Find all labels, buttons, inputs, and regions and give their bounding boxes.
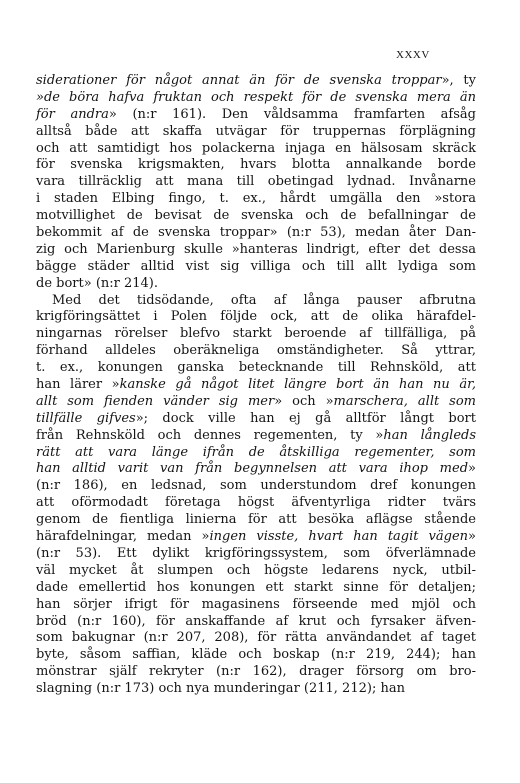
text-run: » — [468, 461, 476, 477]
text-line — [36, 191, 476, 208]
text-line — [36, 309, 476, 326]
body-text — [36, 73, 476, 698]
text-run: för svenska krigsmakten, hvars blotta annalkande borde — [36, 157, 476, 173]
text-run: » — [468, 529, 476, 545]
text-line — [36, 174, 476, 191]
text-run: dade emellertid hos konungen ett starkt sinne för detaljen; — [36, 579, 476, 595]
text-line — [36, 293, 476, 310]
text-run: (n:r 186), en ledsnad, som understundom dref konungen — [36, 478, 476, 494]
text-line — [36, 360, 476, 377]
text-run: ningarnas rörelser blefvo starkt beroende af tillfälliga, på — [36, 326, 476, 342]
text-line — [36, 343, 476, 360]
text-run: mönstrar själf rekryter (n:r 162), drager försorg om bro- — [36, 664, 476, 680]
italic-text: tillfälle gifves — [36, 410, 136, 426]
text-run: »; dock ville han ej gå alltför långt bort — [135, 410, 476, 426]
text-line — [36, 445, 476, 462]
text-line — [36, 428, 476, 445]
text-run: alltså både att skaffa utvägar för truppernas förplägning — [36, 123, 476, 139]
text-line — [36, 124, 476, 141]
text-run: att oförmodadt företaga högst äfventyrliga ridter tvärs — [36, 495, 476, 511]
italic-text: marschera, allt som — [333, 393, 476, 409]
text-run: han sörjer ifrigt för magasinens förseende med mjöl och — [36, 596, 476, 612]
text-line — [36, 512, 476, 529]
text-run: de bort» (n:r 214). — [36, 275, 159, 291]
text-line — [36, 377, 476, 394]
italic-text: han långleds — [383, 427, 477, 443]
text-line — [36, 664, 476, 681]
text-run: bröd (n:r 160), för anskaffande af krut och fyrsaker äfven- — [36, 613, 476, 629]
text-run: krigföringsättet i Polen följde ock, att de olika härafdel- — [36, 309, 476, 325]
text-run: väl mycket åt slumpen och högste ledarens nyck, utbil- — [36, 562, 476, 578]
text-run: genom de fientliga linierna för att besöka aflägse stående — [36, 512, 476, 528]
italic-text: för andra — [36, 106, 109, 122]
text-line — [36, 157, 476, 174]
text-line — [36, 411, 476, 428]
text-run: byte, såsom saffian, kläde och boskap (n:r 219, 244); han — [36, 647, 476, 663]
text-line — [36, 529, 476, 546]
text-line — [36, 276, 476, 293]
text-run: förhand alldeles oberäkneliga omständigheter. Så yttrar, — [36, 343, 476, 359]
text-line — [36, 242, 476, 259]
text-line — [36, 394, 476, 411]
text-run: slagning (n:r 173) och nya munderingar (211, 212); han — [36, 681, 405, 697]
text-run: zig och Marienburg skulle »hanteras lindrigt, efter det dessa — [36, 241, 476, 257]
italic-text: kanske gå något litet längre bort än han nu är, — [119, 377, 476, 393]
text-line — [36, 478, 476, 495]
text-run: motvillighet de bevisat de svenska och de befallningar de — [36, 208, 476, 224]
text-line — [36, 563, 476, 580]
italic-text: ingen visste, hvart han tagit vägen — [209, 529, 469, 545]
text-run: han lärer » — [36, 377, 120, 393]
italic-text: siderationer för något annat än för de svenska troppar — [36, 73, 442, 88]
text-run: », ty — [441, 73, 476, 88]
text-line — [36, 326, 476, 343]
text-line — [36, 141, 476, 158]
text-run: t. ex., konungen ganska betecknande till Rehnsköld, att — [36, 360, 476, 376]
text-line — [36, 614, 476, 631]
text-line — [36, 495, 476, 512]
text-run: » (n:r 161). Den våldsamma framfarten afsåg — [108, 106, 476, 122]
text-run: härafdelningar, medan » — [36, 529, 210, 545]
paragraph — [36, 293, 476, 698]
text-run: från Rehnsköld och dennes regementen, ty » — [36, 427, 384, 443]
text-line — [36, 647, 476, 664]
text-run: i staden Elbing fingo, t. ex., hårdt umgälla den »stora — [36, 191, 476, 207]
text-line — [36, 546, 476, 563]
italic-text: rätt att vara länge ifrån de åtskilliga regementer, som — [36, 444, 476, 460]
text-run: och att samtidigt hos polackerna injaga en hälsosam skräck — [36, 140, 476, 156]
text-line — [36, 107, 476, 124]
text-run: Med det tidsödande, ofta af långa pauser afbrutna — [52, 292, 476, 308]
text-line — [36, 90, 476, 107]
text-line — [36, 580, 476, 597]
text-run: bägge städer alltid vist sig villiga och till allt lydiga som — [36, 258, 476, 274]
text-run: (n:r 53). Ett dylikt krigföringssystem, som öfverlämnade — [36, 545, 476, 561]
text-run: vara tillräcklig att mana till obetingad lydnad. Invånarne — [36, 174, 476, 190]
text-line — [36, 597, 476, 614]
page-number: XXXV — [396, 49, 430, 61]
italic-text: allt som fienden vänder sig mer — [36, 393, 275, 409]
text-line — [36, 461, 476, 478]
paragraph — [36, 73, 476, 293]
text-run: bekommit af de svenska troppar» (n:r 53), medan åter Dan- — [36, 225, 476, 241]
text-line — [36, 259, 476, 276]
text-line — [36, 73, 476, 90]
italic-text: han alltid varit van från begynnelsen att vara ihop med — [36, 461, 469, 477]
text-line — [36, 225, 476, 242]
text-run: » och » — [274, 393, 334, 409]
text-run: som bakugnar (n:r 207, 208), för rätta användandet af taget — [36, 630, 476, 646]
text-line — [36, 630, 476, 647]
text-line — [36, 681, 476, 698]
text-line — [36, 208, 476, 225]
italic-text: »de böra hafva fruktan och respekt för de svenska mera än — [36, 89, 476, 105]
